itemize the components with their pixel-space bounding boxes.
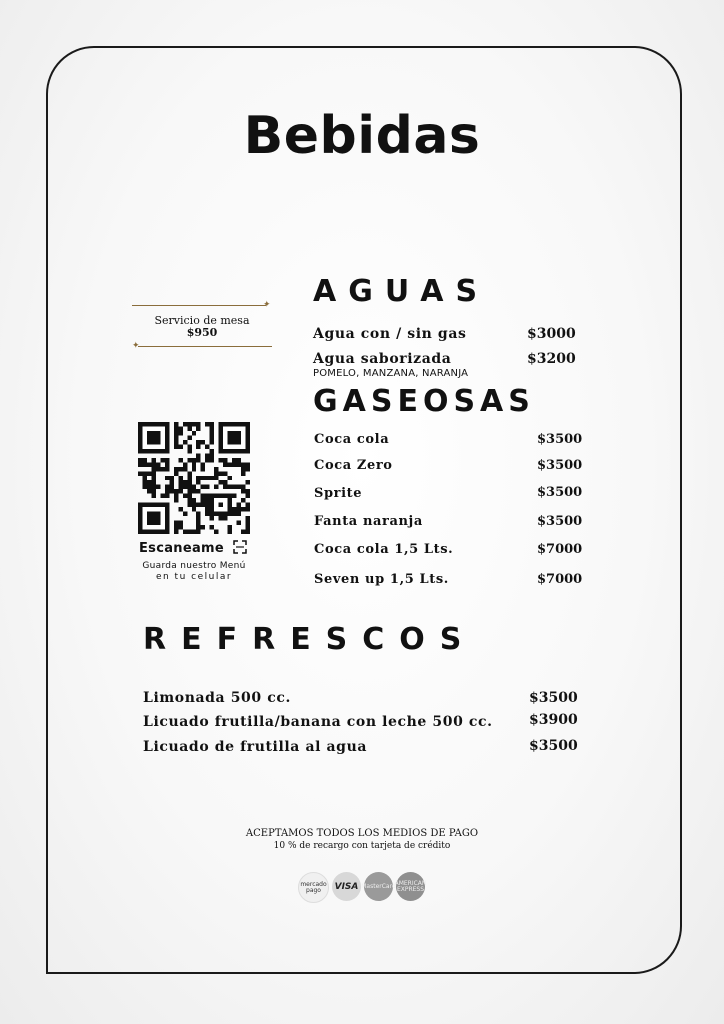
service-label: Servicio de mesa (154, 314, 250, 327)
mastercard-icon: MasterCard (364, 872, 393, 901)
service-charge (132, 298, 272, 350)
menu-item-name: Fanta naranja (314, 514, 423, 529)
qr-line-1: Guarda nuestro Menú (142, 561, 246, 571)
menu-item-price: $3900 (529, 712, 578, 728)
menu-item-name: Agua saborizada (313, 351, 452, 367)
mercado-pago-icon: mercado pago (298, 872, 329, 903)
section-title-gaseosas: GASEOSAS (313, 384, 535, 419)
menu-item-detail: POMELO, MANZANA, NARANJA (313, 368, 469, 379)
menu-item-name: Limonada 500 cc. (143, 690, 291, 706)
section-title-aguas: AGUAS (313, 274, 490, 309)
menu-item-price: $3500 (537, 514, 583, 529)
menu-item-name: Sprite (314, 486, 363, 501)
scan-icon (233, 540, 247, 554)
qr-code[interactable] (138, 422, 250, 534)
divider (138, 346, 272, 347)
menu-item-price: $3200 (527, 351, 576, 367)
service-price: $950 (186, 326, 218, 339)
menu-item-name: Agua con / sin gas (313, 326, 467, 342)
menu-item-name: Coca Zero (314, 458, 393, 473)
qr-title: Escaneame (139, 541, 225, 556)
sparkle-icon: ✦ (132, 341, 140, 351)
menu-item-name: Coca cola 1,5 Lts. (314, 542, 454, 557)
visa-icon: VISA (332, 872, 361, 901)
american-express-icon: AMERICAN EXPRESS (396, 872, 425, 901)
menu-item-price: $3500 (529, 690, 578, 706)
menu-item-name: Seven up 1,5 Lts. (314, 572, 449, 587)
menu-item-price: $3500 (537, 485, 583, 500)
menu-item-price: $7000 (537, 542, 583, 557)
sparkle-icon: ✦ (263, 300, 271, 310)
divider (132, 305, 266, 306)
menu-item-price: $3500 (529, 738, 578, 754)
menu-item-name: Coca cola (314, 432, 390, 447)
payment-title: ACEPTAMOS TODOS LOS MEDIOS DE PAGO (245, 828, 479, 839)
payment-note: 10 % de recargo con tarjeta de crédito (273, 841, 451, 851)
page-title: Bebidas (243, 106, 481, 166)
menu-item-price: $7000 (537, 572, 583, 587)
menu-item-name: Licuado frutilla/banana con leche 500 cc. (143, 714, 493, 730)
menu-item-price: $3500 (537, 458, 583, 473)
payment-icons (298, 872, 425, 903)
menu-item-price: $3000 (527, 326, 576, 342)
menu-item-price: $3500 (537, 432, 583, 447)
section-title-refrescos: REFRESCOS (143, 622, 477, 657)
qr-line-2: en tu celular (155, 572, 233, 582)
menu-item-name: Licuado de frutilla al agua (143, 739, 368, 755)
